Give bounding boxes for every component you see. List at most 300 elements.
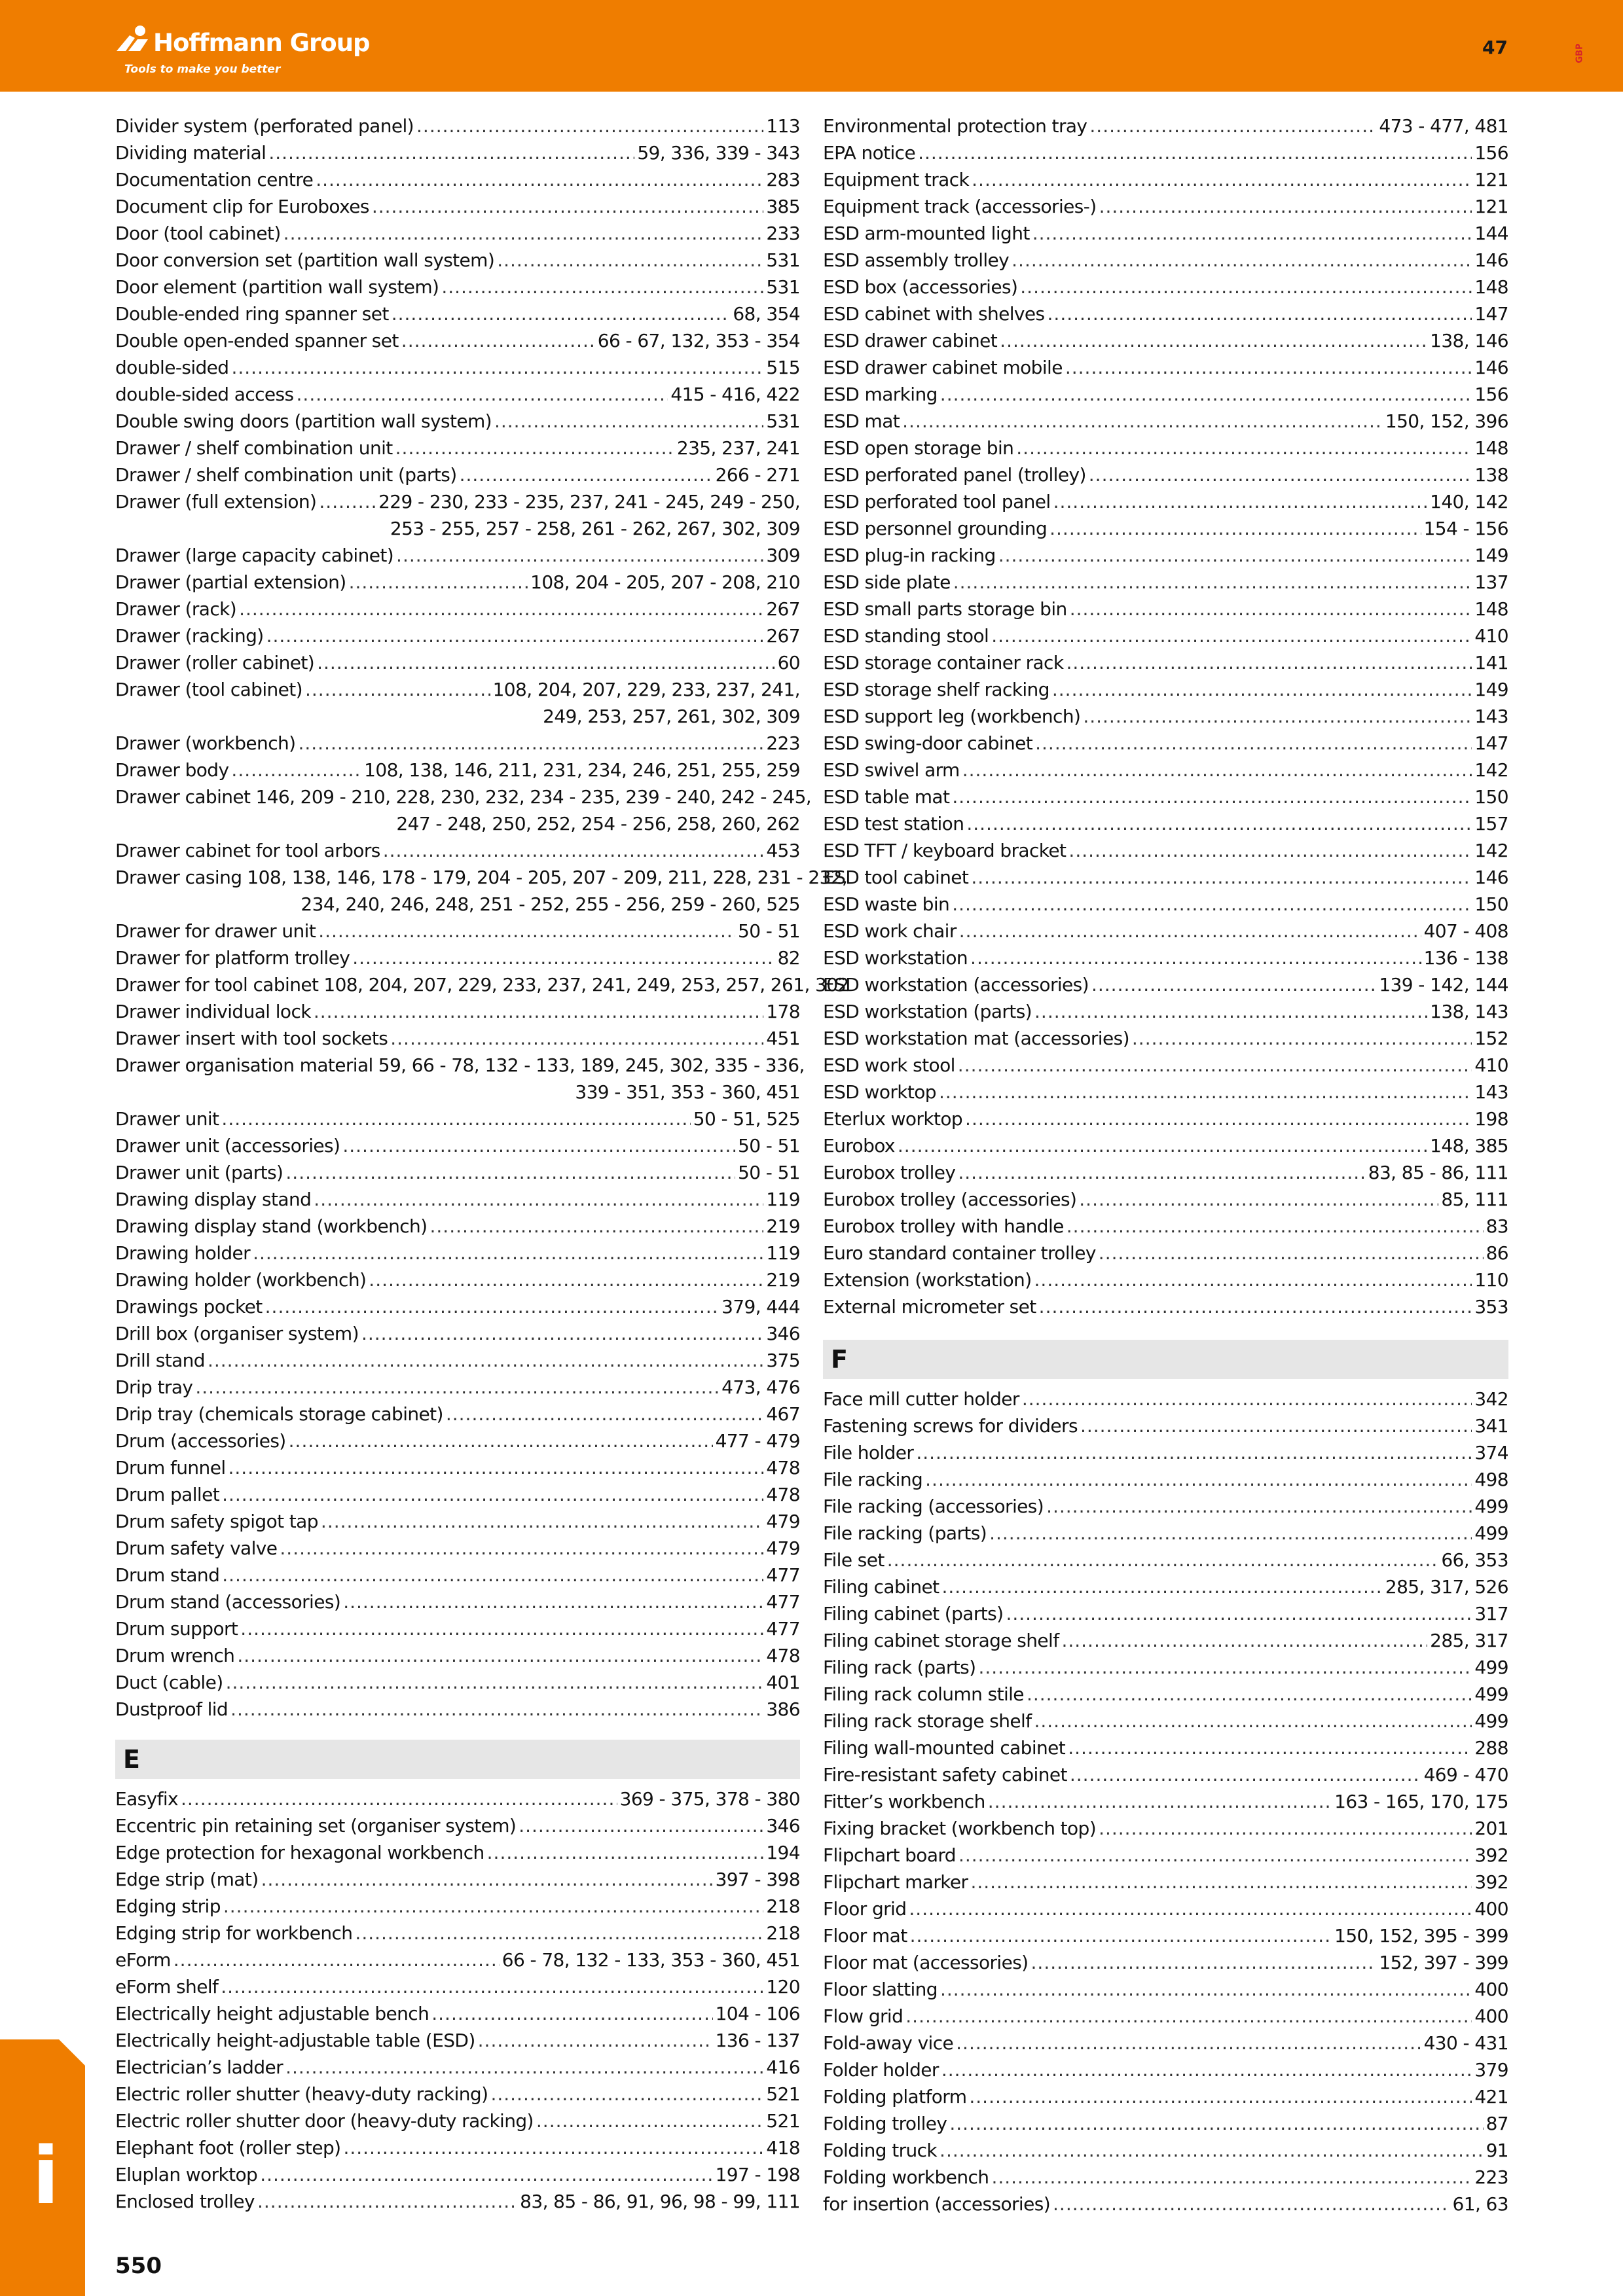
index-entry [115, 488, 800, 515]
leader-dots [343, 1588, 763, 1615]
page-refs: 149 [1474, 545, 1508, 566]
index-term: Double swing doors (partition wall system) [115, 410, 492, 432]
leader-dots [317, 649, 775, 676]
section-header-e [115, 1740, 800, 1779]
index-entry [115, 918, 800, 944]
index-term: ESD support leg (workbench) [823, 706, 1081, 727]
page-refs: 143 [1474, 706, 1508, 727]
index-entry [823, 1627, 1508, 1654]
index-term: Drawer organisation material [115, 1054, 373, 1076]
index-entry [115, 649, 800, 676]
index-term: File set [823, 1549, 884, 1571]
brand-tagline: Tools to make you better [124, 63, 281, 76]
page-refs: 499 [1474, 1522, 1508, 1544]
page-refs: 146 [1474, 357, 1508, 378]
index-term: ESD swing-door cabinet [823, 732, 1033, 754]
leader-dots [1053, 2191, 1450, 2217]
index-term: Electrically height-adjustable table (ESD) [115, 2030, 475, 2051]
index-term: ESD workstation [823, 947, 968, 969]
page-refs: 339 - 351, 353 - 360, 451 [575, 1081, 800, 1103]
index-term: double-sided access [115, 384, 294, 405]
leader-dots [257, 2188, 517, 2215]
index-term: Flow grid [823, 2005, 903, 2027]
index-term: Divider system (perforated panel) [115, 115, 414, 137]
page-refs: 451 [766, 1028, 800, 1049]
leader-dots [283, 220, 764, 247]
index-entry [115, 1812, 800, 1839]
index-term: Drawer unit [115, 1108, 219, 1130]
leader-dots [342, 1132, 735, 1159]
index-entry [823, 247, 1508, 274]
index-term: Electrician’s ladder [115, 2056, 283, 2078]
leader-dots [285, 2054, 763, 2081]
index-term: Door conversion set (partition wall system) [115, 249, 495, 271]
leader-dots [305, 676, 490, 703]
index-entry [823, 649, 1508, 676]
index-entry [115, 1105, 800, 1132]
index-term: Edging strip for workbench [115, 1922, 353, 1944]
leader-dots [1089, 113, 1376, 139]
index-term: Double-ended ring spanner set [115, 303, 389, 325]
page-refs: 152 [1474, 1028, 1508, 1049]
leader-dots [970, 1869, 1472, 1895]
leader-dots [298, 730, 763, 757]
leader-dots [925, 1466, 1472, 1493]
page-refs: 473 - 477, 481 [1379, 115, 1508, 137]
index-term: Floor mat (accessories) [823, 1952, 1029, 1973]
index-entry [115, 1186, 800, 1213]
index-entry [823, 596, 1508, 622]
info-tab-icon [0, 2039, 85, 2296]
index-term: Easyfix [115, 1788, 179, 1810]
leader-dots [1079, 1186, 1438, 1213]
index-entry [823, 2030, 1508, 2056]
leader-dots [1065, 354, 1472, 381]
leader-dots [349, 569, 528, 596]
page-refs: 400 [1474, 1898, 1508, 1920]
index-entry [823, 408, 1508, 435]
leader-dots [1034, 1708, 1472, 1734]
index-entry [823, 2003, 1508, 2030]
page-refs: 288 [1474, 1737, 1508, 1759]
index-entry [115, 300, 800, 327]
page-refs: 119 [766, 1242, 800, 1264]
index-entry [823, 1079, 1508, 1105]
index-term: ESD plug-in racking [823, 545, 996, 566]
index-entry [115, 971, 849, 998]
page-refs: 142 [1474, 840, 1508, 861]
page-refs: 83 [1486, 1215, 1508, 1237]
index-entry [115, 1696, 800, 1723]
index-entry [823, 435, 1508, 461]
index-term: File racking (parts) [823, 1522, 987, 1544]
index-entry [115, 1401, 800, 1427]
index-term: Drum safety valve [115, 1537, 278, 1559]
page-refs: 140, 142 [1430, 491, 1508, 512]
leader-dots [1089, 461, 1472, 488]
leader-dots [939, 1079, 1472, 1105]
leader-dots [441, 274, 763, 300]
index-term: Enclosed trolley [115, 2191, 255, 2212]
index-term: Folding workbench [823, 2166, 989, 2188]
page-refs: 400 [1474, 1979, 1508, 2000]
page-refs: 223 [766, 732, 800, 754]
index-term: Drawer (rack) [115, 598, 237, 620]
page-refs: 477 [766, 1564, 800, 1586]
page-refs: 515 [766, 357, 800, 378]
leader-dots [314, 1186, 763, 1213]
leader-dots [280, 1535, 763, 1562]
index-term: Drawer (racking) [115, 625, 264, 647]
page-refs: 66 - 67, 132, 353 - 354 [597, 330, 800, 351]
index-term: ESD swivel arm [823, 759, 960, 781]
index-entry [823, 1788, 1508, 1815]
section-letter: E [123, 1745, 140, 1774]
index-term: ESD table mat [823, 786, 950, 808]
index-entry [115, 1920, 800, 1946]
page-refs: 499 [1474, 1683, 1508, 1705]
index-term: double-sided [115, 357, 229, 378]
page-refs: 453 [766, 840, 800, 861]
index-entry [823, 1842, 1508, 1869]
index-entry [115, 193, 800, 220]
leader-dots [887, 1547, 1439, 1573]
index-term: Drawer for platform trolley [115, 947, 350, 969]
leader-dots [319, 488, 376, 515]
index-term: Fitter’s workbench [823, 1791, 985, 1812]
leader-dots [958, 1159, 1365, 1186]
index-term: Filing rack column stile [823, 1683, 1024, 1705]
index-entry [823, 220, 1508, 247]
index-entry [823, 944, 1508, 971]
index-entry [115, 864, 848, 891]
index-term: Drip tray [115, 1376, 193, 1398]
page-refs: 61, 63 [1452, 2193, 1508, 2215]
page-refs: 531 [766, 249, 800, 271]
leader-dots [1053, 488, 1428, 515]
page-refs: 401 [766, 1672, 800, 1693]
leader-dots [226, 1669, 764, 1696]
leader-dots [297, 381, 668, 408]
index-entry [823, 1869, 1508, 1895]
index-term: eForm shelf [115, 1976, 219, 1998]
index-term: eForm [115, 1949, 171, 1971]
leader-dots [318, 918, 735, 944]
leader-dots [221, 1105, 690, 1132]
index-entry [823, 783, 1508, 810]
leader-dots [355, 1920, 763, 1946]
index-entry [115, 730, 800, 757]
leader-dots [536, 2108, 763, 2134]
index-term: Drum support [115, 1618, 238, 1640]
index-list-d [115, 113, 849, 1723]
index-term: Equipment track [823, 169, 970, 190]
index-entry [115, 408, 800, 435]
index-term: Drawer (roller cabinet) [115, 652, 315, 673]
index-term: for insertion (accessories) [823, 2193, 1051, 2215]
index-term: Drawings pocket [115, 1296, 263, 1318]
index-term: Documentation centre [115, 169, 314, 190]
index-entry [115, 2054, 800, 2081]
index-entry [115, 247, 800, 274]
page-refs: 410 [1474, 625, 1508, 647]
page-refs: 139 - 142, 144 [1379, 974, 1508, 996]
index-term: Filing cabinet (parts) [823, 1603, 1004, 1624]
index-entry [823, 757, 1508, 783]
leader-dots [237, 1642, 763, 1669]
index-term: Door (tool cabinet) [115, 223, 281, 244]
index-term: Floor grid [823, 1898, 907, 1920]
index-entry [115, 1588, 800, 1615]
index-term: Floor mat [823, 1925, 907, 1946]
language-code: GBP [1575, 43, 1585, 63]
index-term: ESD drawer cabinet mobile [823, 357, 1063, 378]
leader-dots [239, 596, 763, 622]
leader-dots [958, 1052, 1472, 1079]
page-refs: 148 [1474, 437, 1508, 459]
leader-dots [396, 542, 763, 569]
page-refs: 410 [1474, 1054, 1508, 1076]
leader-dots [401, 327, 595, 354]
index-term: Fixing bracket (workbench top) [823, 1818, 1097, 1839]
info-glyph: i [32, 2131, 60, 2222]
index-term: Drawer for drawer unit [115, 920, 316, 942]
index-term: Drawer (large capacity cabinet) [115, 545, 394, 566]
leader-dots [431, 2000, 712, 2027]
brand-name: Hoffmann Group [153, 29, 370, 57]
index-term: ESD workstation (parts) [823, 1001, 1032, 1022]
leader-dots [1070, 1761, 1421, 1788]
index-entry [823, 166, 1508, 193]
leader-dots [460, 461, 713, 488]
leader-dots [970, 944, 1421, 971]
index-term: File holder [823, 1442, 914, 1463]
page-refs: 499 [1474, 1496, 1508, 1517]
index-term: File racking (accessories) [823, 1496, 1044, 1517]
leader-dots [1034, 1266, 1472, 1293]
leader-dots [390, 1025, 763, 1052]
leader-dots [1006, 1600, 1472, 1627]
leader-dots [285, 1159, 735, 1186]
index-term: Floor slatting [823, 1979, 938, 2000]
page-refs: 285, 317 [1430, 1630, 1508, 1651]
page-refs: 138, 146 [1430, 330, 1508, 351]
index-term: Filing wall-mounted cabinet [823, 1737, 1066, 1759]
index-entry [115, 676, 800, 703]
page-refs: 218 [766, 1895, 800, 1917]
index-entry [823, 1439, 1508, 1466]
leader-dots [952, 783, 1472, 810]
index-term: Drum funnel [115, 1457, 226, 1479]
index-entry [823, 1734, 1508, 1761]
index-entry [823, 274, 1508, 300]
index-entry [823, 891, 1508, 918]
index-entry [823, 1547, 1508, 1573]
page-refs: 267 [766, 625, 800, 647]
index-term: Eurobox trolley (accessories) [823, 1189, 1077, 1210]
index-entry [115, 1508, 800, 1535]
index-entry [115, 2161, 800, 2188]
index-term: ESD workstation (accessories) [823, 974, 1089, 996]
page-refs: 150, 152, 395 - 399 [1334, 1925, 1508, 1946]
index-term: Drawer (partial extension) [115, 571, 346, 593]
leader-dots [268, 139, 634, 166]
leader-dots [1035, 730, 1472, 757]
leader-dots [1039, 1293, 1472, 1320]
index-term: ESD cabinet with shelves [823, 303, 1045, 325]
leader-dots [231, 757, 361, 783]
leader-dots [941, 2056, 1472, 2083]
page-refs: 478 [766, 1457, 800, 1479]
leader-dots [898, 1132, 1427, 1159]
index-entry [823, 676, 1508, 703]
index-term: Drawer (workbench) [115, 732, 296, 754]
index-entry [823, 1186, 1508, 1213]
page-refs: 478 [766, 1484, 800, 1505]
index-term: Elephant foot (roller step) [115, 2137, 341, 2159]
index-entry [823, 622, 1508, 649]
page-refs: 149 [1474, 679, 1508, 700]
index-term: Drum stand [115, 1564, 220, 1586]
section-header-f [823, 1340, 1508, 1379]
index-entry-continuation [115, 1079, 800, 1105]
page-refs: 148, 385 [1430, 1135, 1508, 1157]
index-term: Eurobox trolley with handle [823, 1215, 1064, 1237]
leader-dots [952, 891, 1472, 918]
index-term: Drawing display stand [115, 1189, 312, 1210]
index-entry [823, 381, 1508, 408]
index-term: File racking [823, 1469, 923, 1490]
index-term: Environmental protection tray [823, 115, 1087, 137]
leader-dots [1066, 649, 1472, 676]
page-refs: 478 [766, 1645, 800, 1666]
page-refs: 138, 143 [1430, 1001, 1508, 1022]
page-refs: 86 [1486, 1242, 1508, 1264]
index-term: Document clip for Euroboxes [115, 196, 369, 217]
leader-dots [1132, 1025, 1472, 1052]
leader-dots [487, 1839, 764, 1866]
leader-dots [1070, 596, 1472, 622]
index-term: Dividing material [115, 142, 266, 164]
page-refs: 157 [1474, 813, 1508, 834]
page-refs: 91 [1486, 2140, 1508, 2161]
index-term: Drawing holder (workbench) [115, 1269, 367, 1291]
page-refs: 385 [766, 196, 800, 217]
index-entry [115, 1481, 800, 1508]
index-entry [115, 1025, 800, 1052]
page-refs: 108, 204, 207, 229, 233, 237, 241, 249, 253, 257, 261, 302 [323, 974, 849, 996]
page-refs: 285, 317, 526 [1385, 1576, 1508, 1598]
leader-dots [991, 2164, 1472, 2191]
index-entry [115, 1893, 800, 1920]
leader-dots [1068, 837, 1472, 864]
page-refs: 421 [1474, 2086, 1508, 2108]
index-entry [823, 515, 1508, 542]
index-entry [115, 2134, 800, 2161]
index-term: Drawer for tool cabinet [115, 974, 319, 996]
index-term: Folder holder [823, 2059, 939, 2081]
index-term: Euro standard container trolley [823, 1242, 1096, 1264]
index-term: ESD workstation mat (accessories) [823, 1028, 1129, 1049]
index-entry [823, 488, 1508, 515]
index-entry [115, 1866, 800, 1893]
leader-dots [240, 1615, 763, 1642]
page-refs: 87 [1486, 2113, 1508, 2134]
page-refs: 477 - 479 [715, 1430, 800, 1452]
leader-dots [916, 1439, 1472, 1466]
index-entry [115, 757, 800, 783]
index-term: ESD side plate [823, 571, 951, 593]
index-term: Equipment track (accessories-) [823, 196, 1097, 217]
leader-dots [902, 408, 1383, 435]
index-term: EPA notice [823, 142, 916, 164]
index-term: ESD tool cabinet [823, 867, 969, 888]
index-term: Drawer unit (parts) [115, 1162, 283, 1183]
leader-dots [430, 1213, 764, 1240]
leader-dots [1027, 1681, 1472, 1708]
index-term: Flipchart board [823, 1844, 956, 1866]
leader-dots [989, 1520, 1472, 1547]
index-entry [115, 113, 800, 139]
page-refs: 353 [1474, 1296, 1508, 1318]
page-refs: 141 [1474, 652, 1508, 673]
leader-dots [1083, 703, 1472, 730]
page-refs: 247 - 248, 250, 252, 254 - 256, 258, 260, 262 [396, 813, 800, 834]
index-entry [115, 1052, 805, 1079]
index-entry [823, 1266, 1508, 1293]
index-entry [115, 783, 812, 810]
index-term: Filing cabinet storage shelf [823, 1630, 1059, 1651]
leader-dots [956, 2030, 1421, 2056]
leader-dots [1091, 971, 1376, 998]
index-entry [823, 837, 1508, 864]
index-term: Eterlux worktop [823, 1108, 963, 1130]
index-term: Flipchart marker [823, 1871, 968, 1893]
index-entry [115, 1159, 800, 1186]
page-refs: 142 [1474, 759, 1508, 781]
page-refs: 50 - 51 [738, 1135, 800, 1157]
leader-dots [1099, 1815, 1472, 1842]
leader-dots [1031, 1949, 1377, 1976]
leader-dots [181, 1785, 617, 1812]
leader-dots [494, 408, 763, 435]
page-refs: 430 - 431 [1423, 2032, 1508, 2054]
page-refs: 60 [777, 652, 800, 673]
index-entry [823, 2137, 1508, 2164]
page-refs: 146, 209 - 210, 228, 230, 232, 234 - 235, 239 - 240, 242 - 245, [255, 786, 812, 808]
index-entry [823, 918, 1508, 944]
page-refs: 379, 444 [721, 1296, 800, 1318]
page-refs: 374 [1474, 1442, 1508, 1463]
page-refs: 108, 204, 207, 229, 233, 237, 241, [492, 679, 800, 700]
index-entry [823, 1654, 1508, 1681]
index-entry [823, 569, 1508, 596]
leader-dots [1016, 435, 1472, 461]
index-term: ESD storage shelf racking [823, 679, 1049, 700]
index-term: ESD test station [823, 813, 964, 834]
leader-dots [231, 354, 763, 381]
leader-dots [497, 247, 763, 274]
index-entry [823, 193, 1508, 220]
page-refs: 108, 138, 146, 178 - 179, 204 - 205, 207 - 209, 211, 228, 231 - 232, [247, 867, 848, 888]
index-term: Drawer cabinet [115, 786, 251, 808]
page-refs: 121 [1474, 196, 1508, 217]
page-refs: 59, 66 - 78, 132 - 133, 189, 245, 302, 335 - 336, [378, 1054, 805, 1076]
index-term: Extension (workstation) [823, 1269, 1032, 1291]
leader-dots [416, 113, 763, 139]
index-entry [823, 2191, 1508, 2217]
page-refs: 68, 354 [733, 303, 800, 325]
